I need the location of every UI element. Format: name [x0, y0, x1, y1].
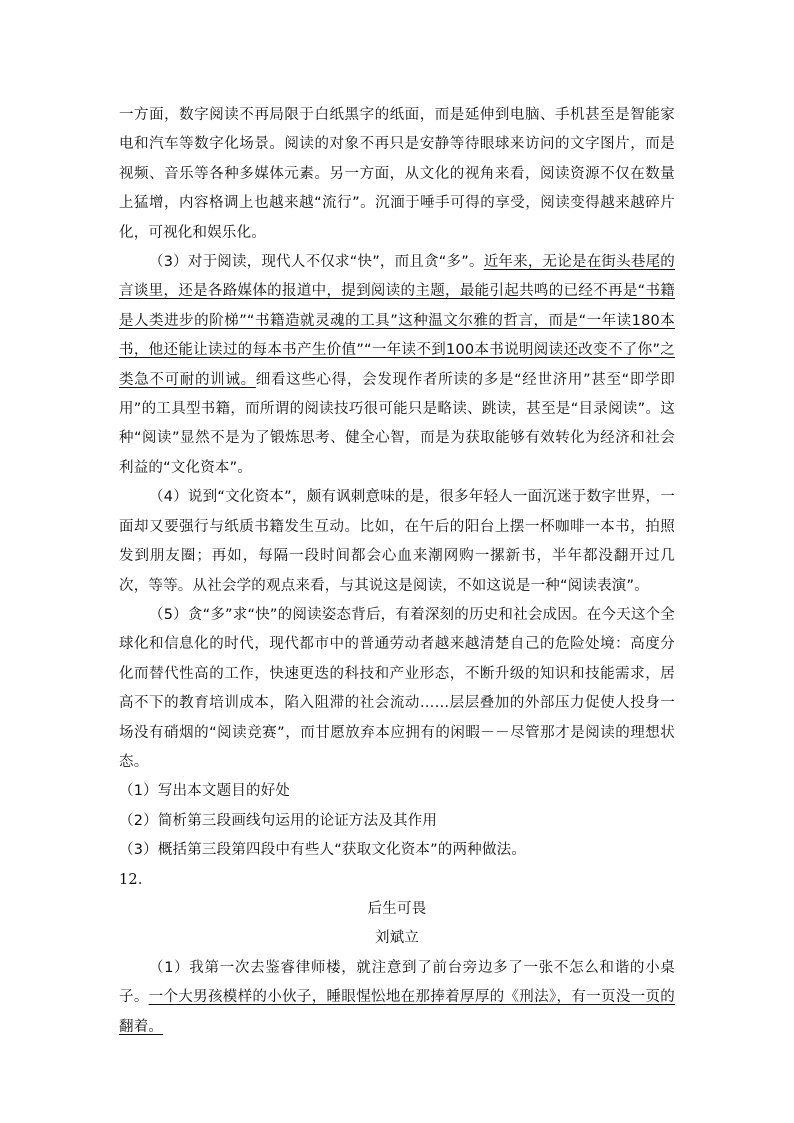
passage-title: 后生可畏	[367, 900, 427, 917]
passage2-underlined-sentence: 一个大男孩模样的小伙子，睡眼惺忪地在那捧着厚厚的《刑法》，有一页没一页的翻着。	[119, 989, 675, 1035]
paragraph-4: （4）说到“文化资本”，颇有讽刺意味的是，很多年轻人一面沉迷于数字世界，一面却又要强行与纸质书籍发生互动。比如，在午后的阳台上摆一杯咖啡一本书，拍照发到朋友圈；再如，每隔一段时间都会心血来潮网购一摞新书，半年都没翻开过几次，等等。从社会学的观点来看，与其说这是阅读，不如这说是一种“阅读表演”。	[119, 489, 675, 594]
passage2-paragraph-1	[119, 954, 675, 1042]
paragraph-3-rest: 细看这些心得，会发现作者所读的多是“经世济用”甚至“即学即用”的工具型书籍，而所谓的阅读技巧很可能只是略读、跳读，甚至是“目录阅读”。这种“阅读”显然不是为了锻炼思考、健全心智，而是为获取能够有效转化为经济和社会利益的“文化资本”。	[119, 371, 675, 476]
paragraph-5: （5）贪“多”求“快”的阅读姿态背后，有着深刻的历史和社会成因。在今天这个全球化和信息化的时代，现代都市中的普通劳动者越来越清楚自己的危险处境：高度分化而替代性高的工作，快速更迭的科技和产业形态，不断升级的知识和技能需求，居高不下的教育培训成本，陷入阻滞的社会流动……层层叠加的外部压力促使人投身一场没有硝烟的“阅读竞赛”，而甘愿放弃本应拥有的闲暇－－尽管那才是阅读的理想状态。	[119, 606, 675, 770]
passage-author: 刘斌立	[374, 930, 420, 947]
document-page	[119, 101, 675, 1042]
question-2: （2）简析第三段画线句运用的论证方法及其作用	[119, 812, 438, 829]
paragraph-continuation: 一方面，数字阅读不再局限于白纸黑字的纸面，而是延伸到电脑、手机甚至是智能家电和汽车等数字化场景。阅读的对象不再只是安静等待眼球来访问的文字图片，而是视频、音乐等各种多媒体元素。另一方面，从文化的视角来看，阅读资源不仅在数量上猛增，内容格调上也越来越“流行”。沉湎于唾手可得的享受，阅读变得越来越碎片化，可视化和娱乐化。	[119, 107, 675, 241]
paragraph-3-underlined-sentence: 近年来，无论是在街头巷尾的言谈里，还是各路媒体的报道中，提到阅读的主题，最能引起共鸣的已经不再是“书籍是人类进步的阶梯”“书籍造就灵魂的工具”这种温文尔雅的哲言，而是“一年读180本书，他还能让读过的每本书产生价值”“一年读不到100本书说明阅读还改变不了你”之类急不可耐的训诫。	[119, 254, 675, 388]
question-1: （1）写出本文题目的好处	[119, 783, 291, 800]
paragraph-3	[119, 248, 675, 483]
question-number: 12．	[119, 871, 153, 888]
passage2-paragraph-1-intro: （1）我第一次去鉴睿律师楼，就注意到了前台旁边多了一张不怎么和谐的小桌子。	[119, 959, 675, 1006]
question-3: （3）概括第三段第四段中有些人“获取文化资本”的两种做法。	[119, 842, 527, 859]
paragraph-3-intro: （3）对于阅读，现代人不仅求“快”，而且贪“多”。	[149, 254, 484, 271]
